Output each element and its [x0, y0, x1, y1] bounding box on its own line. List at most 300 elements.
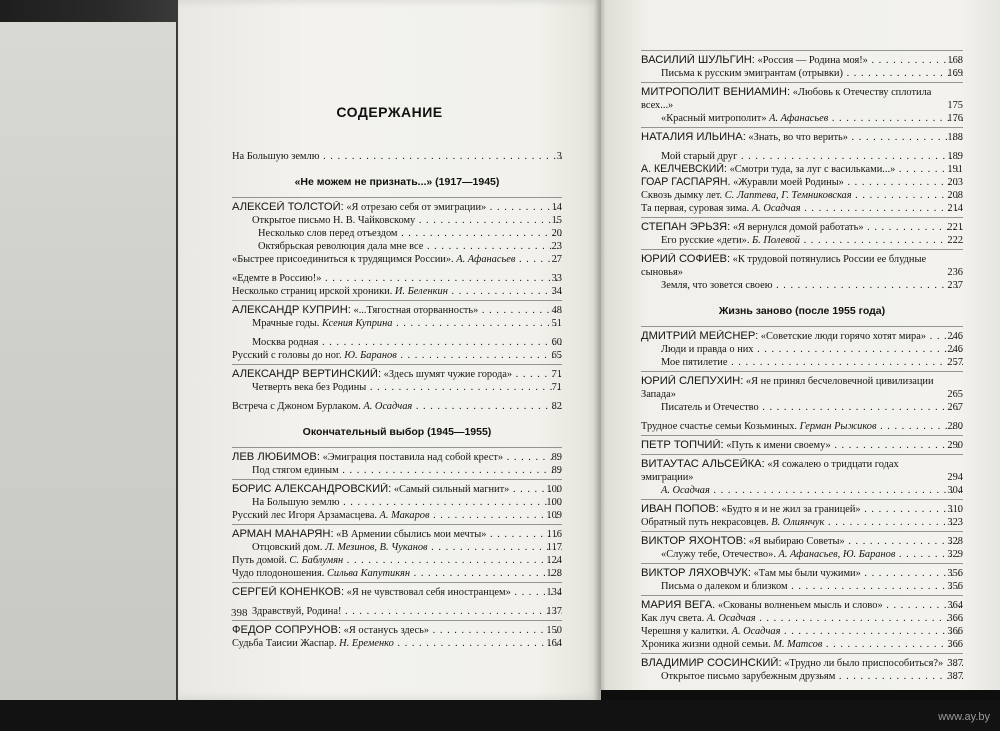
toc-entry	[232, 272, 562, 285]
toc-entry-page: 236	[947, 267, 963, 278]
toc-entry	[232, 368, 562, 381]
toc-entry	[641, 638, 963, 651]
toc-entry-title	[232, 285, 562, 298]
toc-entry-title	[641, 112, 963, 125]
toc-entry-title	[641, 548, 963, 561]
toc-entry-page: 356	[947, 568, 963, 579]
toc-entry-title	[641, 401, 963, 414]
toc-entry-title	[641, 638, 963, 651]
entry-text: «Трудно ли было приспособиться?»	[781, 658, 944, 669]
toc-entry	[232, 637, 562, 650]
entry-divider	[641, 563, 963, 564]
toc-entry-page: 27	[551, 254, 562, 265]
toc-entry	[641, 343, 963, 356]
entry-text: Четверть века без Родины	[252, 382, 367, 393]
toc-entry-title	[232, 624, 562, 637]
entry-author: Б. Полевой	[749, 235, 800, 246]
toc-entry-page: 137	[546, 606, 562, 617]
toc-entry-title	[641, 234, 963, 247]
entry-text: «Эмиграция поставила над собой крест»	[320, 452, 504, 463]
toc-entry-page: 34	[551, 286, 562, 297]
entry-text: На Большую землю	[252, 497, 340, 508]
entry-divider	[641, 82, 963, 83]
entry-divider	[232, 197, 562, 198]
toc-entry-page: 89	[551, 465, 562, 476]
toc-entry	[641, 253, 963, 279]
toc-entry-title	[232, 368, 562, 381]
toc-entry-title	[232, 201, 562, 214]
toc-entry-page: 246	[947, 331, 963, 342]
toc-entry-title	[641, 330, 963, 343]
entry-text: «Будто я и не жил за границей»	[718, 504, 861, 515]
toc-entry-page: 387	[947, 658, 963, 669]
entry-divider	[232, 524, 562, 525]
entry-divider	[232, 582, 562, 583]
toc-entry-page: 203	[947, 177, 963, 188]
toc-entry	[641, 356, 963, 369]
toc-entry-page: 267	[947, 402, 963, 413]
toc-entry-title	[641, 458, 963, 484]
entry-author: А. Афанасьев	[453, 254, 516, 265]
entry-divider	[641, 127, 963, 128]
toc-entry	[232, 554, 562, 567]
toc-entry	[641, 234, 963, 247]
author-name: АЛЕКСЕЙ ТОЛСТОЙ:	[232, 201, 344, 213]
author-name: А. КЕЛЧЕВСКИЙ:	[641, 163, 727, 175]
toc-entry-title	[232, 464, 562, 477]
toc-entry-title	[232, 496, 562, 509]
toc-entry	[232, 317, 562, 330]
toc-entry-title	[232, 541, 562, 554]
toc-entry-page: 168	[947, 55, 963, 66]
entry-text: Мрачные годы.	[252, 318, 320, 329]
toc-entry-title	[641, 163, 963, 176]
entry-text: Черешня у калитки.	[641, 626, 729, 637]
toc-entry-page: 329	[947, 549, 963, 560]
entry-text: Под стягом единым	[252, 465, 339, 476]
entry-divider	[641, 435, 963, 436]
entry-divider	[232, 447, 562, 448]
author-name: ВИКТОР ЯХОНТОВ:	[641, 535, 747, 547]
entry-text: «...Тягостная оторванность»	[350, 305, 479, 316]
toc-entry	[641, 458, 963, 484]
author-name: ВАСИЛИЙ ШУЛЬГИН:	[641, 54, 755, 66]
toc-entry-title	[641, 54, 963, 67]
toc-entry-title	[641, 375, 963, 401]
entry-author: Сильва Капутикян	[324, 568, 411, 579]
toc-entry	[641, 580, 963, 593]
entry-text: «Быстрее присоединиться к трудящимся России».	[232, 254, 454, 265]
entry-text: «Самый сильный магнит»	[391, 484, 510, 495]
toc-entry	[641, 484, 963, 497]
entry-text: Судьба Таисии Жаспар.	[232, 638, 337, 649]
toc-entry-title	[641, 439, 963, 452]
entry-text: Мое пятилетие	[661, 357, 728, 368]
toc-entry-page: 15	[551, 215, 562, 226]
toc-entry-title	[232, 150, 562, 163]
entry-text: Хроника жизни одной семьи.	[641, 639, 771, 650]
entry-text: Октябрьская революция дала мне все	[258, 241, 424, 252]
entry-divider	[232, 300, 562, 301]
toc-entry	[232, 304, 562, 317]
author-name: ВЛАДИМИР СОСИНСКИЙ:	[641, 657, 782, 669]
author-name: МИТРОПОЛИТ ВЕНИАМИН:	[641, 86, 791, 98]
entry-divider	[641, 217, 963, 218]
toc-entry	[641, 202, 963, 215]
toc-entry-page: 265	[947, 389, 963, 400]
entry-text: «Я не чувствовал себя иностранцем»	[344, 587, 511, 598]
toc-entry	[641, 112, 963, 125]
toc-entry	[641, 375, 963, 401]
entry-text: «Журавли моей Родины»	[730, 177, 844, 188]
entry-text: Москва родная	[252, 337, 319, 348]
toc-entry	[232, 451, 562, 464]
entry-text: «Здесь шумят чужие города»	[381, 369, 513, 380]
entry-text: «Я отрезаю себя от эмиграции»	[343, 202, 487, 213]
toc-entry-page: 280	[947, 421, 963, 432]
toc-entry-page: 191	[947, 164, 963, 175]
entry-text: «К трудовой потянулись России ее блудные сыновья»	[641, 254, 927, 278]
entry-text: «Знать, во что верить»	[745, 132, 848, 143]
author-name: ВИТАУТАС АЛЬСЕЙКА:	[641, 458, 765, 470]
toc-entry	[641, 279, 963, 292]
toc-entry-title	[641, 356, 963, 369]
toc-entry	[232, 586, 562, 599]
section-heading: Окончательный выбор (1945—1955)	[302, 426, 492, 438]
toc-entry-title	[232, 528, 562, 541]
author-name: ЮРИЙ СЛЕПУХИН:	[641, 375, 744, 387]
entry-author: Герман Рыжиков	[797, 421, 877, 432]
toc-entry-page: 89	[551, 452, 562, 463]
entry-text: «Россия — Родина моя!»	[754, 55, 868, 66]
toc-entry-title	[232, 336, 562, 349]
entry-text: Русский лес Игоря Арзамасцева.	[232, 510, 377, 521]
toc-entry-title	[232, 400, 562, 413]
toc-entry-page: 366	[947, 639, 963, 650]
entry-text: Трудное счастье семьи Козьминых.	[641, 421, 798, 432]
toc-entry-title	[232, 304, 562, 317]
toc-entry	[641, 567, 963, 580]
author-name: ЛЕВ ЛЮБИМОВ:	[232, 451, 320, 463]
entry-text: «Красный митрополит»	[661, 113, 767, 124]
entry-author: А. Осадчая	[729, 626, 781, 637]
entry-divider	[232, 479, 562, 480]
toc-entry-page: 20	[551, 228, 562, 239]
toc-entry-page: 356	[947, 581, 963, 592]
toc-entry-title	[641, 131, 963, 144]
toc-entry	[641, 503, 963, 516]
toc-entry	[641, 420, 963, 433]
scan-left-board	[0, 22, 176, 702]
author-name: ДМИТРИЙ МЕЙСНЕР:	[641, 330, 759, 342]
toc-entry	[641, 516, 963, 529]
entry-divider	[232, 364, 562, 365]
entry-divider	[641, 371, 963, 372]
toc-entry-title	[232, 586, 562, 599]
toc-entry-page: 366	[947, 613, 963, 624]
toc-left-column	[232, 150, 562, 650]
toc-entry-page: 214	[947, 203, 963, 214]
toc-entry	[232, 605, 562, 618]
entry-text: «В Армении сбылись мои мечты»	[333, 529, 487, 540]
toc-entry	[232, 349, 562, 362]
toc-entry-title	[641, 484, 963, 497]
toc-entry-page: 128	[546, 568, 562, 579]
toc-entry-page: 71	[551, 382, 562, 393]
toc-entry-page: 60	[551, 337, 562, 348]
entry-text: «Служу тебе, Отечество».	[661, 549, 776, 560]
toc-entry-page: 189	[947, 151, 963, 162]
entry-author: А. Афанасьев, Ю. Баранов	[775, 549, 896, 560]
toc-entry-title	[641, 612, 963, 625]
entry-divider	[641, 326, 963, 327]
toc-entry-title	[232, 451, 562, 464]
toc-entry-title	[641, 150, 963, 163]
entry-divider	[641, 454, 963, 455]
entry-text: Обратный путь некрасовцев.	[641, 517, 769, 528]
toc-entry	[232, 528, 562, 541]
toc-entry	[232, 483, 562, 496]
entry-author: Ю. Баранов	[341, 350, 397, 361]
toc-entry-title	[232, 637, 562, 650]
entry-text: Письма к русским эмигрантам (отрывки)	[661, 68, 843, 79]
entry-text: Здравствуй, Родина!	[252, 606, 342, 617]
entry-text: «Советские люди горячо хотят мира»	[758, 331, 927, 342]
entry-text: Встреча с Джоном Бурлаком.	[232, 401, 361, 412]
toc-entry-title	[641, 580, 963, 593]
entry-text: Мой старый друг	[661, 151, 738, 162]
toc-entry-title	[641, 343, 963, 356]
toc-entry-title	[641, 567, 963, 580]
entry-author: Н. Еременко	[336, 638, 394, 649]
toc-entry	[641, 54, 963, 67]
toc-entry-page: 65	[551, 350, 562, 361]
toc-entry-page: 290	[947, 440, 963, 451]
toc-entry-page: 246	[947, 344, 963, 355]
entry-text: «Смотри туда, за луг с васильками...»	[726, 164, 896, 175]
toc-entry-title	[232, 605, 562, 618]
toc-entry-page: 150	[546, 625, 562, 636]
entry-author: А. Осадчая	[749, 203, 801, 214]
entry-divider	[641, 249, 963, 250]
toc-entry	[232, 541, 562, 554]
toc-entry-title	[232, 349, 562, 362]
toc-entry-page: 51	[551, 318, 562, 329]
entry-text: Земля, что зовется своею	[661, 280, 773, 291]
toc-entry-page: 117	[546, 542, 562, 553]
toc-entry-title	[641, 253, 963, 279]
toc-entry	[641, 67, 963, 80]
toc-entry-page: 221	[947, 222, 963, 233]
toc-entry-page: 208	[947, 190, 963, 201]
entry-text: «Едемте в Россию!»	[232, 273, 322, 284]
toc-entry	[641, 599, 963, 612]
toc-entry-title	[641, 516, 963, 529]
entry-divider	[641, 595, 963, 596]
toc-entry	[232, 227, 562, 240]
entry-text: Путь домой.	[232, 555, 287, 566]
toc-entry-page: 109	[546, 510, 562, 521]
entry-author: А. Афанасьев	[766, 113, 829, 124]
toc-entry-page: 100	[546, 497, 562, 508]
toc-entry-page: 366	[947, 626, 963, 637]
toc-entry	[641, 189, 963, 202]
toc-entry-page: 237	[947, 280, 963, 291]
entry-author: А. Макаров	[376, 510, 430, 521]
toc-entry-page: 310	[947, 504, 963, 515]
toc-entry	[641, 86, 963, 112]
toc-entry	[232, 464, 562, 477]
entry-text: «Любовь к Отечеству сплотила всех...»	[641, 87, 932, 111]
page-number: 398	[231, 607, 248, 619]
toc-entry-title	[232, 240, 562, 253]
toc-entry	[232, 509, 562, 522]
toc-entry-title	[232, 483, 562, 496]
toc-entry-title	[232, 272, 562, 285]
toc-entry-page: 328	[947, 536, 963, 547]
toc-entry-page: 116	[546, 529, 562, 540]
toc-entry-page: 23	[551, 241, 562, 252]
author-name: МАРИЯ ВЕГА.	[641, 599, 716, 611]
author-name: ЮРИЙ СОФИЕВ:	[641, 253, 731, 265]
toc-entry	[641, 439, 963, 452]
entry-text: «Я не принял бесчеловечной цивилизации Запада»	[641, 376, 934, 400]
section-heading: «Не можем не признать...» (1917—1945)	[294, 176, 500, 188]
toc-entry-page: 71	[551, 369, 562, 380]
toc-entry-title	[641, 420, 963, 433]
toc-entry-title	[641, 67, 963, 80]
toc-entry	[232, 201, 562, 214]
section-heading: Жизнь заново (после 1955 года)	[718, 305, 886, 317]
toc-entry-title	[641, 221, 963, 234]
entry-text: Несколько страниц ирской хроники.	[232, 286, 393, 297]
entry-text: «Скованы волненьем мысль и слово»	[715, 600, 883, 611]
toc-entry	[641, 625, 963, 638]
author-name: АЛЕКСАНДР КУПРИН:	[232, 304, 351, 316]
toc-entry	[232, 381, 562, 394]
toc-entry-title	[641, 189, 963, 202]
toc-entry-page: 222	[947, 235, 963, 246]
toc-entry	[641, 657, 963, 670]
toc-entry-title	[641, 670, 963, 683]
entry-text: «Я сожалею о тридцати годах эмиграции»	[641, 459, 899, 483]
entry-author: Л. Мезинов, В. Чуканов	[322, 542, 428, 553]
watermark: www.ay.by	[938, 711, 990, 723]
entry-text: Отцовский дом.	[252, 542, 323, 553]
entry-text: «Я останусь здесь»	[341, 625, 430, 636]
toc-entry	[232, 150, 562, 163]
entry-text: Писатель и Отечество	[661, 402, 759, 413]
toc-entry-page: 364	[947, 600, 963, 611]
toc-entry-title	[641, 657, 963, 670]
toc-entry-title	[641, 625, 963, 638]
toc-entry-title	[641, 503, 963, 516]
toc-entry	[641, 330, 963, 343]
entry-text: Люди и правда о них	[661, 344, 754, 355]
entry-text: Русский с головы до ног.	[232, 350, 342, 361]
entry-text: «Я выбираю Советы»	[746, 536, 845, 547]
entry-author: Ксения Куприна	[319, 318, 393, 329]
toc-entry-page: 14	[551, 202, 562, 213]
toc-entry-page: 169	[947, 68, 963, 79]
toc-entry	[232, 336, 562, 349]
entry-text: Письма о далеком и близком	[661, 581, 788, 592]
toc-entry-title	[641, 176, 963, 189]
toc-entry	[232, 624, 562, 637]
toc-entry-title	[232, 381, 562, 394]
author-name: ПЕТР ТОПЧИЙ:	[641, 439, 724, 451]
entry-divider	[641, 531, 963, 532]
author-name: АРМАН МАНАРЯН:	[232, 528, 334, 540]
toc-entry-page: 323	[947, 517, 963, 528]
toc-entry-title	[641, 535, 963, 548]
toc-entry	[641, 548, 963, 561]
entry-author: А. Осадчая	[704, 613, 756, 624]
toc-entry	[232, 253, 562, 266]
author-name: СЕРГЕЙ КОНЕНКОВ:	[232, 586, 345, 598]
toc-entry	[641, 612, 963, 625]
toc-entry-title	[641, 86, 963, 112]
entry-author: С. Баблумян	[286, 555, 344, 566]
toc-entry-page: 257	[947, 357, 963, 368]
entry-text: Его русские «дети».	[661, 235, 750, 246]
toc-entry-title	[641, 599, 963, 612]
toc-entry	[232, 240, 562, 253]
toc-entry-page: 304	[947, 485, 963, 496]
entry-author: М. Матсов	[770, 639, 823, 650]
toc-entry	[641, 176, 963, 189]
toc-entry-page: 82	[551, 401, 562, 412]
scan-bottom-band	[0, 700, 1000, 731]
author-name: БОРИС АЛЕКСАНДРОВСКИЙ:	[232, 483, 392, 495]
toc-entry-title	[232, 509, 562, 522]
toc-entry-page: 387	[947, 671, 963, 682]
toc-entry-title	[232, 567, 562, 580]
toc-entry	[232, 214, 562, 227]
toc-entry-title	[232, 554, 562, 567]
toc-entry-page: 176	[947, 113, 963, 124]
toc-entry-page: 48	[551, 305, 562, 316]
toc-entry	[641, 401, 963, 414]
entry-author: А. Осадчая	[661, 485, 710, 496]
author-name: ИВАН ПОПОВ:	[641, 503, 719, 515]
toc-entry-title	[232, 227, 562, 240]
author-name: АЛЕКСАНДР ВЕРТИНСКИЙ:	[232, 368, 382, 380]
toc-entry-page: 33	[551, 273, 562, 284]
entry-text: Как луч света.	[641, 613, 705, 624]
entry-divider	[641, 50, 963, 51]
toc-entry-title	[641, 202, 963, 215]
entry-author: С. Лаптева, Г. Темниковская	[722, 190, 852, 201]
author-name: НАТАЛИЯ ИЛЬИНА:	[641, 131, 746, 143]
entry-divider	[232, 620, 562, 621]
toc-entry-title	[232, 317, 562, 330]
toc-entry-title	[232, 253, 562, 266]
entry-text: «Путь к имени своему»	[723, 440, 831, 451]
page-title: СОДЕРЖАНИЕ	[336, 104, 443, 120]
author-name: ГОАР ГАСПАРЯН.	[641, 176, 731, 188]
toc-entry	[232, 285, 562, 298]
toc-entry	[232, 567, 562, 580]
entry-text: На Большую землю	[232, 151, 320, 162]
entry-text: «Там мы были чужими»	[750, 568, 861, 579]
toc-entry-page: 294	[947, 472, 963, 483]
toc-entry-page: 188	[947, 132, 963, 143]
toc-entry-page: 100	[546, 484, 562, 495]
toc-entry-page: 164	[546, 638, 562, 649]
author-name: ВИКТОР ЛЯХОВЧУК:	[641, 567, 751, 579]
entry-text: Та первая, суровая зима.	[641, 203, 750, 214]
